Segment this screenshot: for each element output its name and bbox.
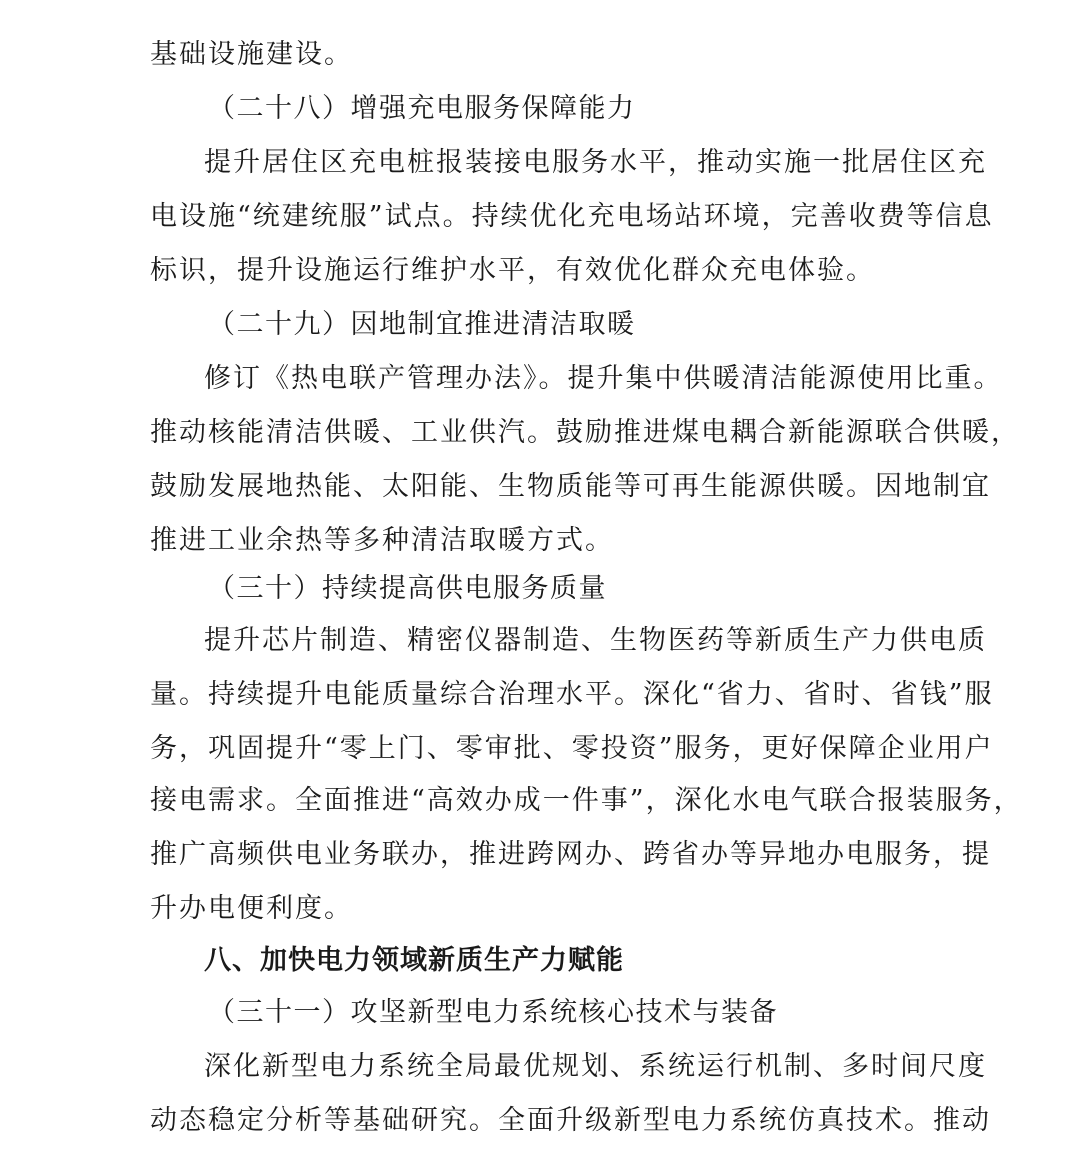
paragraph-line: 基础设施建设。 <box>150 39 353 70</box>
paragraph-line: 推广高频供电业务联办，推进跨网办、跨省办等异地办电服务，提 <box>150 839 991 870</box>
paragraph-line: 推动核能清洁供暖、工业供汽。鼓励推进煤电耦合新能源联合供暖， <box>150 417 1020 448</box>
section-heading-31: （三十一）攻坚新型电力系统核心技术与装备 <box>208 997 778 1028</box>
chapter-heading-8: 八、加快电力领域新质生产力赋能 <box>204 945 624 976</box>
paragraph-line: 深化新型电力系统全局最优规划、系统运行机制、多时间尺度 <box>204 1051 987 1082</box>
paragraph-line: 提升居住区充电桩报装接电服务水平，推动实施一批居住区充 <box>204 147 987 178</box>
section-heading-28: （二十八）增强充电服务保障能力 <box>208 93 636 124</box>
paragraph-line: 提升芯片制造、精密仪器制造、生物医药等新质生产力供电质 <box>204 625 987 656</box>
paragraph-line: 标识，提升设施运行维护水平，有效优化群众充电体验。 <box>150 255 875 286</box>
paragraph-line: 升办电便利度。 <box>150 893 353 924</box>
paragraph-line: 动态稳定分析等基础研究。全面升级新型电力系统仿真技术。推动 <box>150 1105 991 1136</box>
paragraph-line: 务，巩固提升“零上门、零审批、零投资”服务，更好保障企业用户 <box>150 733 994 764</box>
section-heading-30: （三十）持续提高供电服务质量 <box>208 573 607 604</box>
paragraph-line: 鼓励发展地热能、太阳能、生物质能等可再生能源供暖。因地制宜 <box>150 471 991 502</box>
paragraph-line: 量。持续提升电能质量综合治理水平。深化“省力、省时、省钱”服 <box>150 679 994 710</box>
paragraph-line: 接电需求。全面推进“高效办成一件事”，深化水电气联合报装服务， <box>150 785 1023 816</box>
paragraph-line: 修订《热电联产管理办法》。提升集中供暖清洁能源使用比重。 <box>204 363 1003 394</box>
paragraph-line: 电设施“统建统服”试点。持续优化充电场站环境，完善收费等信息 <box>150 201 994 232</box>
section-heading-29: （二十九）因地制宜推进清洁取暖 <box>208 309 636 340</box>
paragraph-line: 推进工业余热等多种清洁取暖方式。 <box>150 525 614 556</box>
